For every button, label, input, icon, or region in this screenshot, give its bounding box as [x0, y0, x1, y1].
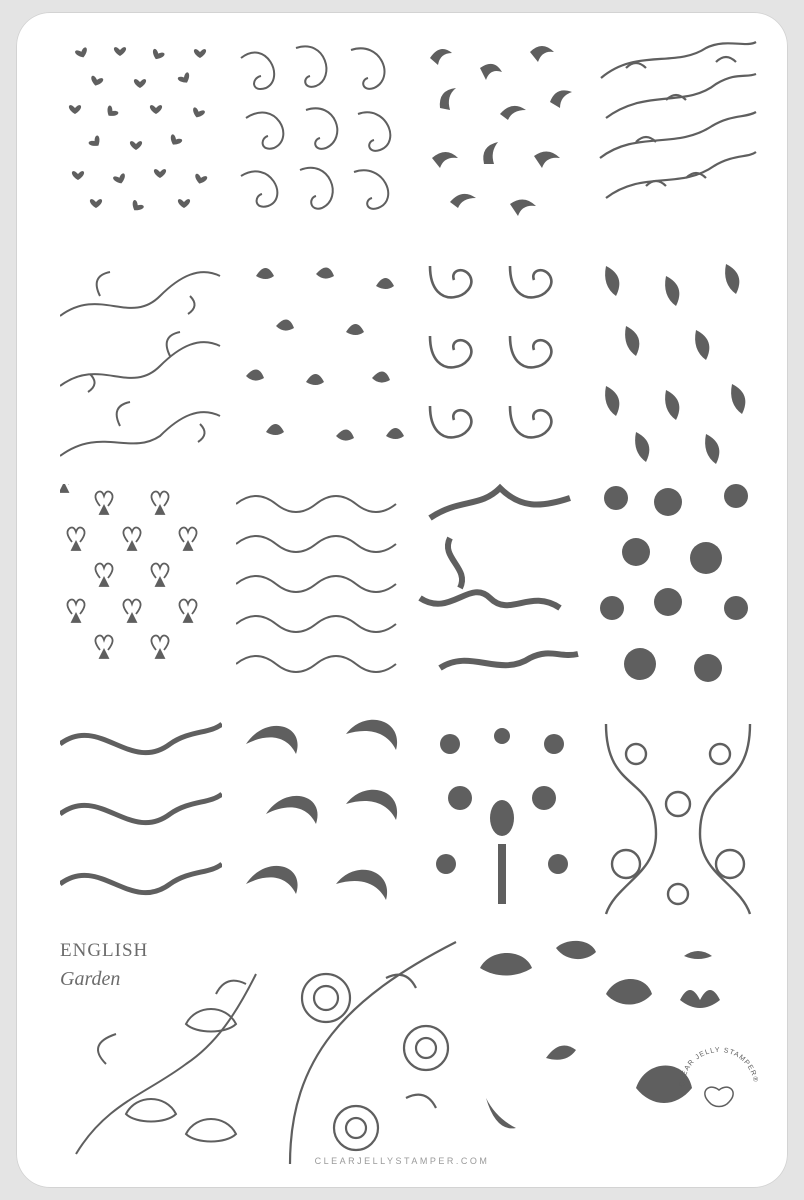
design-vine-scrolls: [60, 256, 222, 464]
logo-text: CLEAR JELLY STAMPER®: [678, 1046, 759, 1088]
design-leaf-drops: [596, 256, 760, 464]
design-bird-branches: [66, 954, 262, 1168]
design-folk-flowers: [420, 714, 584, 920]
design-baroque-frame: [410, 478, 584, 690]
design-damask-scrolls: [60, 714, 222, 920]
design-heart-motifs: [60, 484, 222, 690]
plate-title-line2: Garden: [60, 968, 121, 990]
design-spiral-scrolls: [420, 256, 584, 464]
plate-title-line1: ENGLISH: [60, 940, 149, 961]
plate-footer-url: CLEARJELLYSTAMPER.COM: [314, 1156, 490, 1166]
stamping-plate: [16, 12, 788, 1188]
design-scattered-hearts: [60, 38, 222, 216]
design-floral-corner: [286, 938, 460, 1168]
design-floral-bunches: [596, 478, 760, 690]
brand-logo: [674, 1042, 764, 1132]
design-leaf-sprigs: [236, 256, 406, 464]
design-scroll-waves: [236, 484, 406, 690]
design-acanthus-curls: [236, 714, 406, 920]
design-curly-vines: [236, 38, 406, 216]
design-comma-swirls: [420, 38, 584, 216]
design-ornament-panel: [596, 714, 760, 920]
design-feather-flourish: [596, 38, 760, 216]
svg-text:CLEAR JELLY STAMPER®: [679, 1047, 760, 1087]
